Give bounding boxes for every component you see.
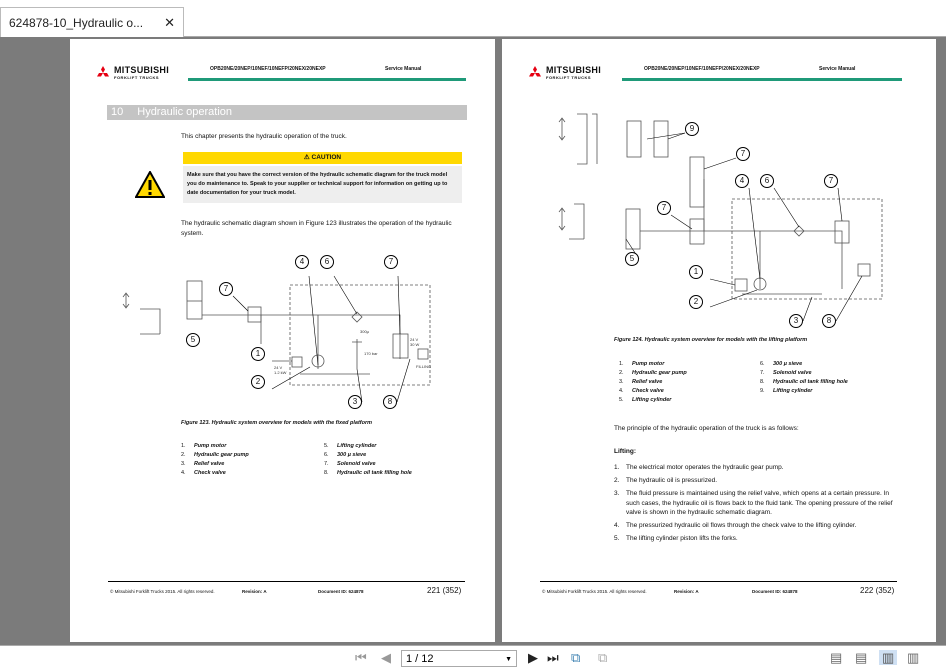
fig124-legend — [619, 360, 848, 405]
document-tab[interactable] — [0, 7, 184, 37]
text: 3. — [619, 379, 624, 385]
page-221 — [70, 39, 495, 642]
callout-2: 2 — [689, 295, 703, 309]
principle-text: The principle of the hydraulic operation of the truck is as follows: — [614, 425, 799, 432]
text: 7. — [760, 370, 765, 376]
solenoid-label: 24 V 30 W — [410, 337, 420, 347]
text: 8. — [324, 470, 329, 476]
step-item — [614, 489, 898, 518]
legend-item — [619, 360, 748, 369]
callout-6: 6 — [760, 174, 774, 188]
copy-page-icon[interactable]: ⧉ — [598, 650, 608, 665]
legend-item — [181, 469, 312, 478]
last-page-icon[interactable]: ⏭ — [547, 650, 559, 665]
hydraulic-diagram-fig123 — [70, 39, 495, 419]
tab-title: 624878-10_Hydraulic o... — [9, 15, 144, 30]
legend-item — [324, 460, 412, 469]
text: Pump motor — [632, 361, 665, 367]
text: 5. — [614, 535, 620, 542]
text: Relief valve — [194, 461, 225, 467]
schematic-text: The hydraulic schematic diagram shown in Figure 123 illustrates the operation of the hydraulic system. — [181, 220, 452, 237]
legend-item — [324, 451, 412, 460]
header-models: OPB20NE/20NEP/10NEF/10NEFP/20NEX/20NEXP — [644, 66, 760, 72]
text: Hydraulic gear pump — [632, 370, 687, 376]
text: 2. — [181, 452, 186, 458]
footer-revision: Revision: A — [674, 589, 699, 594]
brand: MITSUBISHI — [114, 65, 170, 75]
two-page-continuous-view-icon[interactable]: ▥ — [907, 650, 920, 665]
rotate-page-icon[interactable]: ⧉ — [571, 650, 581, 665]
legend-item — [619, 396, 748, 405]
footer-rule — [540, 581, 897, 582]
text: Relief valve — [632, 379, 663, 385]
text: 5. — [324, 443, 329, 449]
text: 4. — [614, 522, 620, 529]
header-models: OPB20NE/20NEP/10NEF/10NEFP/20NEX/20NEXP — [210, 66, 326, 72]
text: Hydraulic gear pump — [194, 452, 249, 458]
page-number: 221 (352) — [427, 586, 462, 595]
text: 4. — [619, 388, 624, 394]
figure-caption: Figure 123. Hydraulic system overview for models with the fixed platform — [181, 420, 373, 426]
callout-9: 9 — [685, 122, 699, 136]
callout-5: 5 — [186, 333, 200, 347]
text: Solenoid valve — [337, 461, 376, 467]
legend-item — [760, 387, 848, 396]
callout-8: 8 — [822, 314, 836, 328]
callout-7b: 7 — [384, 255, 398, 269]
text: 3. — [614, 490, 620, 497]
text: The hydraulic oil is pressurized. — [626, 477, 718, 484]
brand: MITSUBISHI — [546, 65, 602, 75]
legend-item — [619, 369, 748, 378]
text: Hydraulic oil tank filling hole — [773, 379, 848, 385]
text: 300 µ sieve — [773, 361, 803, 367]
text: 8. — [760, 379, 765, 385]
legend-item — [181, 460, 312, 469]
callout-7b: 7 — [824, 174, 838, 188]
chevron-down-icon[interactable]: ▼ — [505, 656, 512, 663]
text: 300 µ sieve — [337, 452, 367, 458]
legend-item — [619, 387, 748, 396]
legend-item — [760, 369, 848, 378]
text: 5. — [619, 397, 624, 403]
legend-item — [181, 442, 312, 451]
text: Lifting cylinder — [632, 397, 672, 403]
text: 3. — [181, 461, 186, 467]
single-page-view-icon[interactable]: ▤ — [830, 650, 843, 665]
text: 2. — [614, 477, 620, 484]
text: Solenoid valve — [773, 370, 812, 376]
text: Check valve — [632, 388, 664, 394]
brand-sub: FORKLIFT TRUCKS — [546, 75, 592, 80]
text: The lifting cylinder piston lifts the forks. — [626, 535, 738, 542]
text: Check valve — [194, 470, 226, 476]
chapter-title: Hydraulic operation — [137, 106, 233, 118]
page-value: 1 / 12 — [406, 653, 434, 665]
callout-4: 4 — [735, 174, 749, 188]
step-item — [614, 476, 898, 486]
footer-copyright: © Mitsubishi Forklift Trucks 2015. All rights reserved. — [110, 589, 215, 594]
step-item — [614, 534, 898, 544]
page-number: 222 (352) — [860, 586, 895, 595]
chapter-number: 10 — [111, 106, 124, 118]
callout-7a: 7 — [736, 147, 750, 161]
next-page-icon[interactable]: ▶ — [528, 650, 538, 665]
page-222 — [502, 39, 936, 642]
caution-text: Make sure that you have the correct version of the hydraulic schematic diagram for the truck model you do maintenance to. Speak to your supplier or technical support for information on getting up to date documentation for your truck model. — [183, 166, 462, 203]
caution-title: ⚠ CAUTION — [183, 152, 462, 164]
footer-copyright: © Mitsubishi Forklift Trucks 2015. All rights reserved. — [542, 589, 647, 594]
callout-7a: 7 — [219, 282, 233, 296]
callout-8: 8 — [383, 395, 397, 409]
text: Pump motor — [194, 443, 227, 449]
callout-4: 4 — [295, 255, 309, 269]
step-item — [614, 521, 898, 531]
footer-revision: Revision: A — [242, 589, 267, 594]
callout-6: 6 — [320, 255, 334, 269]
legend-item — [760, 378, 848, 387]
text: The fluid pressure is maintained using the relief valve, which opens at a certain pressure. In such cases, the hydraulic oil is flows back to the fluid tank. The opening pressure of the relief valve is shown in the hydraulic schematic diagram. — [626, 490, 893, 516]
callout-7c: 7 — [657, 201, 671, 215]
intro-text: This chapter presents the hydraulic operation of the truck. — [181, 133, 347, 140]
relief-label: 170 bar — [364, 351, 378, 356]
first-page-icon[interactable]: ⏮ — [355, 650, 367, 665]
text: 9. — [760, 388, 765, 394]
legend-item — [181, 451, 312, 460]
text: 2. — [619, 370, 624, 376]
legend-item — [619, 378, 748, 387]
header-manual: Service Manual — [385, 66, 422, 72]
callout-1: 1 — [251, 347, 265, 361]
text: 7. — [324, 461, 329, 467]
callout-3: 3 — [348, 395, 362, 409]
legend-item — [324, 442, 412, 451]
filling-label: FILLING — [416, 364, 432, 369]
callout-2: 2 — [251, 375, 265, 389]
fig123-legend — [181, 442, 412, 478]
callout-1: 1 — [689, 265, 703, 279]
text: The pressurized hydraulic oil flows through the check valve to the lifting cylinder. — [626, 522, 857, 529]
text: 6. — [324, 452, 329, 458]
previous-page-icon[interactable]: ◀ — [381, 650, 391, 665]
header-manual: Service Manual — [819, 66, 856, 72]
step-item — [614, 463, 898, 473]
two-page-view-icon[interactable]: ▥ — [879, 650, 897, 665]
sieve-label: 300µ — [360, 329, 369, 334]
text: 6. — [760, 361, 765, 367]
brand-sub: FORKLIFT TRUCKS — [114, 75, 160, 80]
text: 1. — [181, 443, 186, 449]
legend-item — [324, 469, 412, 478]
motor-label: 24 V 1.2 kW — [274, 365, 287, 375]
hydraulic-diagram-fig124 — [502, 39, 936, 339]
lifting-heading: Lifting: — [614, 448, 637, 455]
callout-5: 5 — [625, 252, 639, 266]
navigation-toolbar — [0, 645, 946, 668]
continuous-view-icon[interactable]: ▤ — [855, 650, 868, 665]
footer-rule — [108, 581, 465, 582]
text: 1. — [614, 464, 620, 471]
figure-caption: Figure 124. Hydraulic system overview for models with the lifting platform — [614, 337, 808, 343]
text: 1. — [619, 361, 624, 367]
legend-item — [760, 360, 848, 369]
text: Hydraulic oil tank filling hole — [337, 470, 412, 476]
footer-doc-id: Document ID: 624878 — [752, 589, 798, 594]
text: 4. — [181, 470, 186, 476]
close-tab-icon[interactable]: ✕ — [164, 14, 175, 30]
tab-bar — [0, 0, 946, 37]
footer-doc-id: Document ID: 624878 — [318, 589, 364, 594]
text: Lifting cylinder — [337, 443, 377, 449]
page-selector[interactable] — [401, 650, 517, 667]
callout-3: 3 — [789, 314, 803, 328]
text: Lifting cylinder — [773, 388, 813, 394]
lifting-steps — [614, 463, 898, 547]
text: The electrical motor operates the hydraulic gear pump. — [626, 464, 784, 471]
